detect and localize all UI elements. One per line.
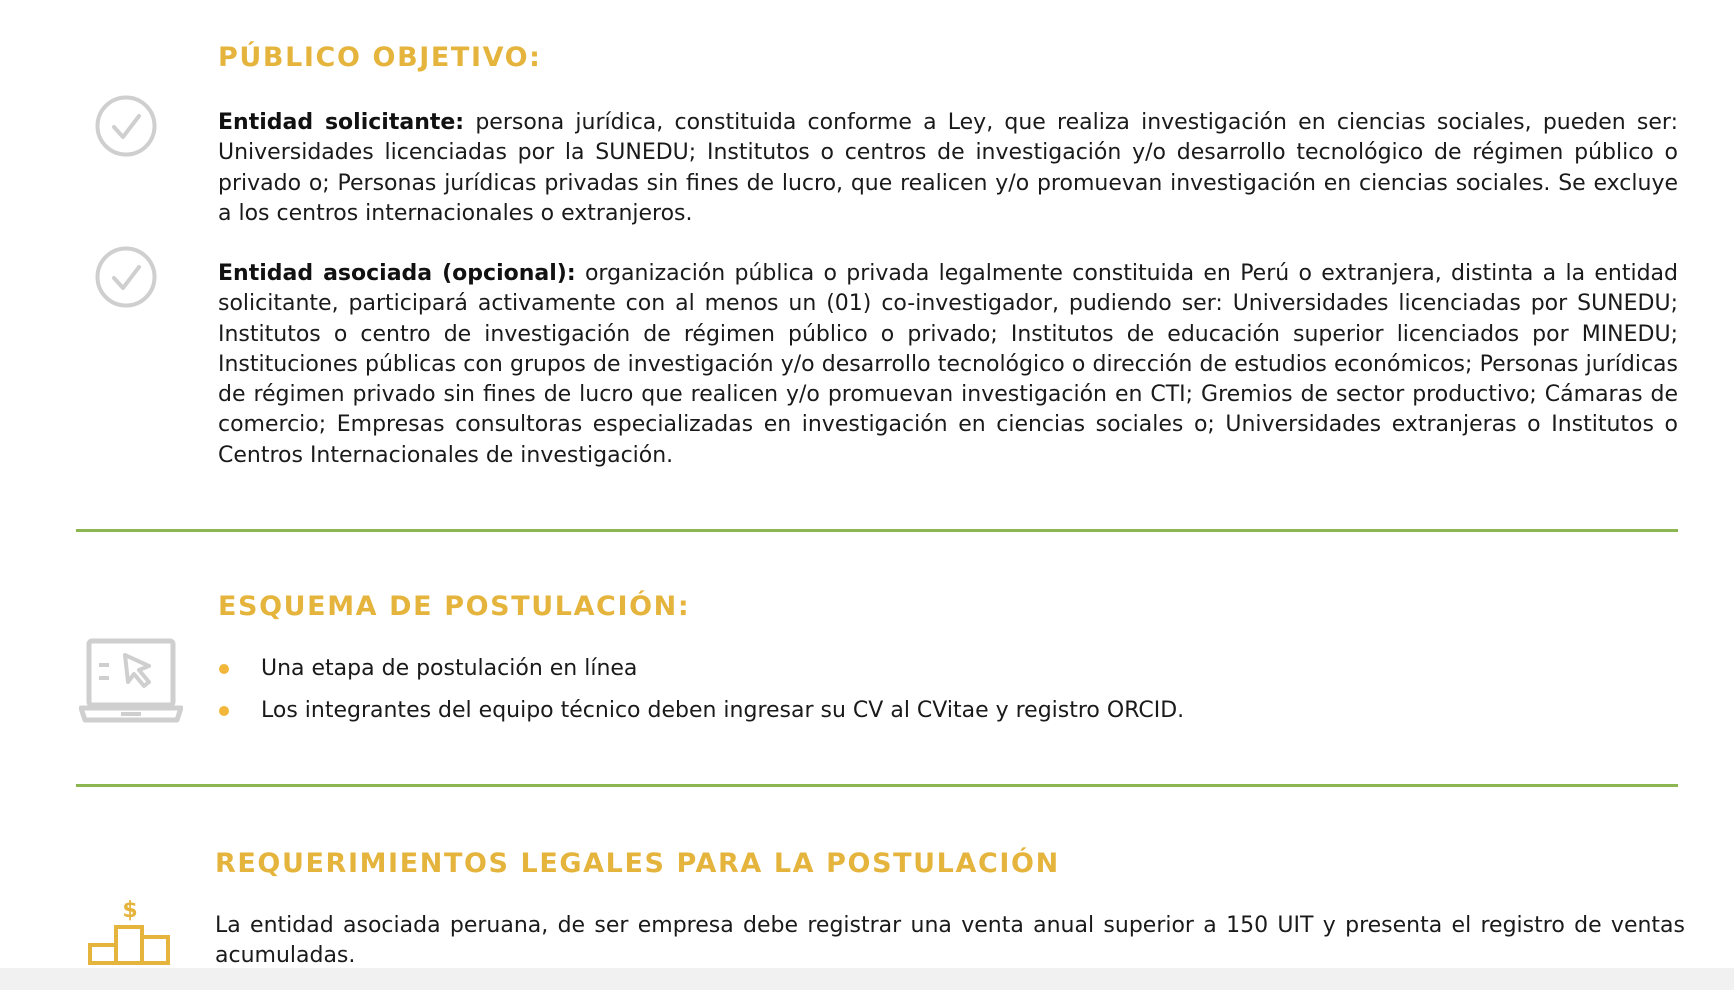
section-divider bbox=[76, 529, 1678, 532]
check-circle-icon bbox=[94, 245, 158, 313]
entidad-solicitante-label: Entidad solicitante: bbox=[218, 110, 465, 135]
podium-dollar-icon bbox=[86, 895, 174, 971]
list-item bbox=[218, 696, 1184, 738]
requerimientos-paragraph: La entidad asociada peruana, de ser empresa debe registrar una venta anual superior a 150 UIT y presenta el registro de ventas acumuladas. bbox=[215, 913, 1685, 969]
entidad-solicitante-paragraph bbox=[218, 108, 1678, 229]
esquema-heading: ESQUEMA DE POSTULACIÓN: bbox=[218, 591, 691, 622]
dollar-sign-icon: $ bbox=[122, 898, 138, 923]
esquema-bullet-list bbox=[218, 654, 1184, 738]
entidad-asociada-label: Entidad asociada (opcional): bbox=[218, 261, 576, 286]
laptop-cursor-icon bbox=[79, 638, 183, 728]
entidad-asociada-paragraph bbox=[218, 259, 1678, 471]
entidad-solicitante-text: persona jurídica, constituida conforme a Ley, que realiza investigación en ciencias sociales, pueden ser: Universidades licenciadas por la SUNEDU; Institutos o centros de investigación y/o desarrollo tecnológico de régimen público o privado o; Personas jurídicas privadas sin fines de lucro, que realicen y/o promuevan investigación en ciencias sociales. Se excluye a los centros internacionales o extranjeros. bbox=[218, 110, 1678, 226]
bullet-text: Los integrantes del equipo técnico deben ingresar su CV al CVitae y registro ORCID. bbox=[261, 698, 1185, 723]
page-bottom-band bbox=[0, 968, 1734, 990]
list-item bbox=[218, 654, 1184, 696]
bullet-dot-icon bbox=[219, 664, 229, 674]
check-circle-icon bbox=[94, 94, 158, 162]
bullet-dot-icon bbox=[219, 706, 229, 716]
bullet-text: Una etapa de postulación en línea bbox=[261, 656, 638, 681]
requerimientos-heading: REQUERIMIENTOS LEGALES PARA LA POSTULACIÓN bbox=[215, 848, 1060, 879]
entidad-asociada-text: organización pública o privada legalmente constituida en Perú o extranjera, distinta a la entidad solicitante, participará activamente con al menos un (01) co-investigador, pudiendo ser: Universidades licenciadas por SUNEDU; Institutos o centro de investigación de régimen público o privado; Institutos de educación superior licenciados por MINEDU; Instituciones públicas con grupos de investigación y/o desarrollo tecnológico o dirección de estudios económicos; Personas jurídicas de régimen privado sin fines de lucro que realicen y/o promuevan investigación en CTI; Gremios de sector productivo; Cámaras de comercio; Empresas consultoras especializadas en investigación en ciencias sociales o; Universidades extranjeras o Institutos o Centros Internacionales de investigación. bbox=[218, 261, 1678, 468]
section-divider bbox=[76, 784, 1678, 787]
publico-heading: PÚBLICO OBJETIVO: bbox=[218, 42, 542, 73]
